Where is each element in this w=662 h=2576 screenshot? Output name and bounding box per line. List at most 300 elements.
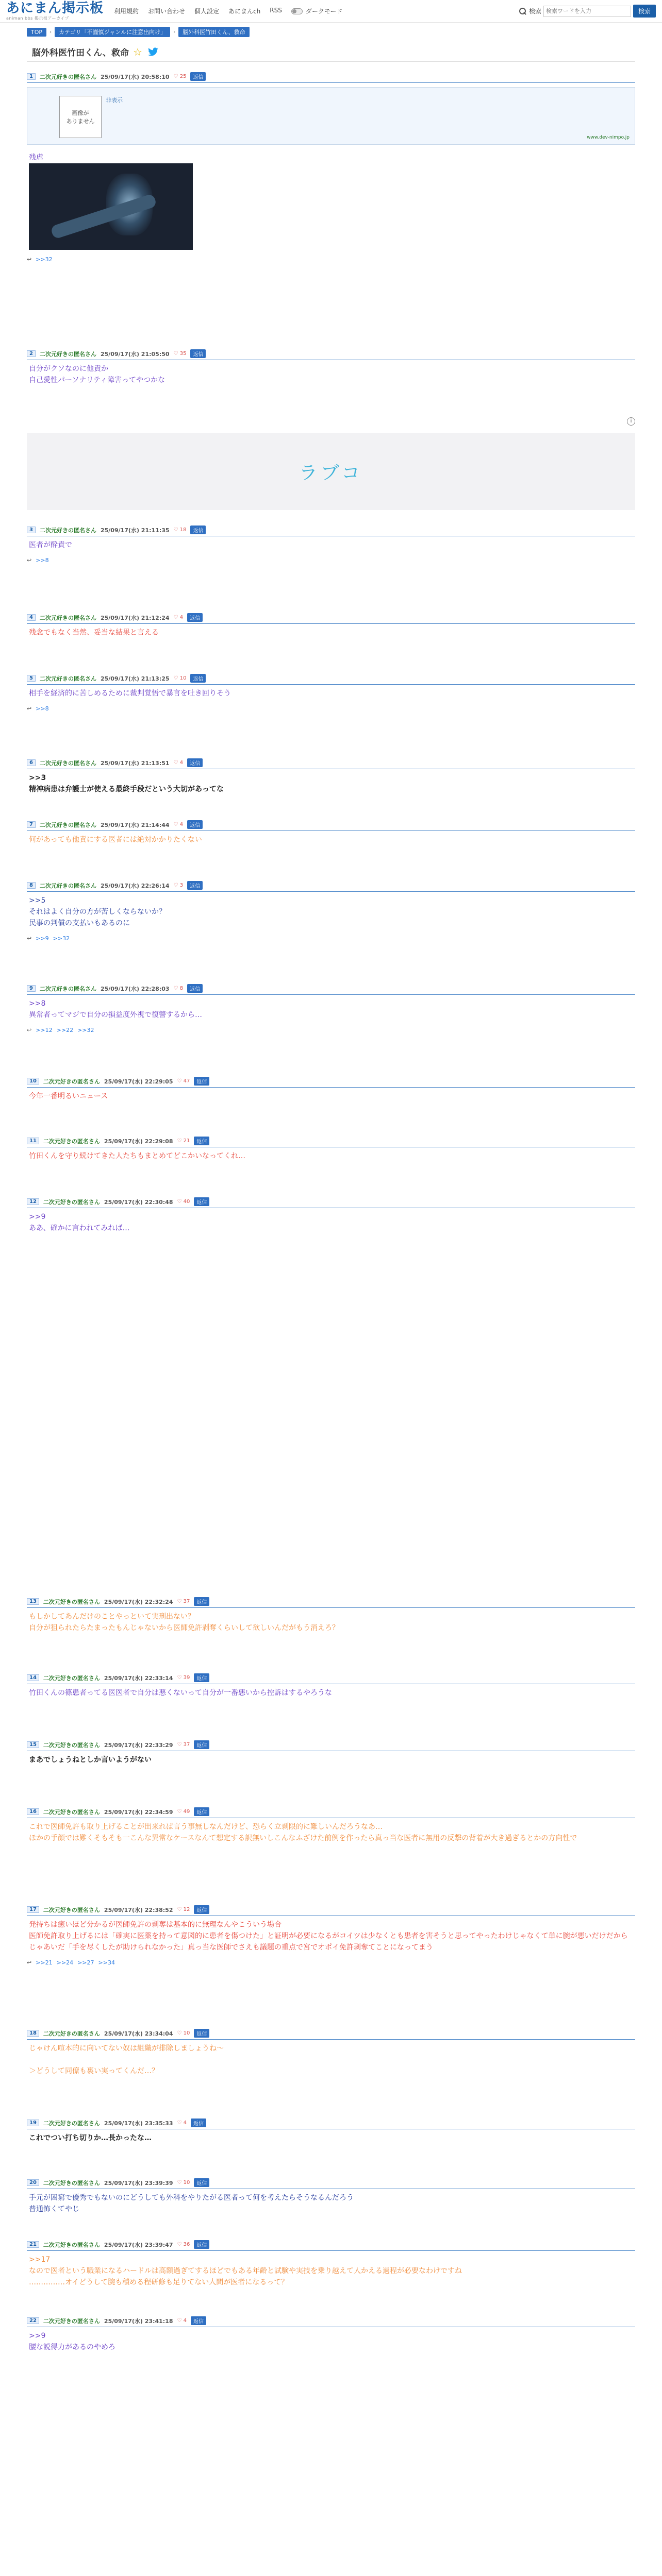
post-line: それはよく自分の方が苦しくならないか？	[29, 908, 166, 916]
reply-anchors	[27, 554, 635, 564]
heart-icon[interactable]: ♡	[173, 74, 180, 79]
reply-arrow-icon: ↩	[27, 256, 32, 263]
post-date: 25/09/17(水) 22:38:52	[104, 1906, 173, 1913]
heart-icon[interactable]: ♡	[177, 1907, 184, 1912]
like-number: 39	[183, 1675, 190, 1681]
post-line: 異常者ってマジで自分の損益度外視で復讐するから…	[29, 1011, 202, 1019]
post-line: 医者が酔責で	[29, 541, 72, 549]
post-header	[27, 72, 635, 83]
poster-name: 二次元好きの匿名さん	[39, 614, 96, 621]
post-date: 25/09/17(水) 22:29:05	[104, 1078, 173, 1085]
post-line: 相手を経済的に苦しめるために裁判覚悟で暴言を吐き回りそう	[29, 689, 231, 698]
post-header	[27, 758, 635, 769]
heart-icon[interactable]: ♡	[173, 760, 180, 766]
post-header	[27, 2316, 635, 2327]
post-number[interactable]: 3	[27, 527, 36, 533]
post-date: 25/09/17(水) 22:34:59	[104, 1808, 173, 1816]
like-count[interactable]	[177, 1742, 190, 1748]
post-line[interactable]: >>9	[29, 2332, 46, 2340]
poster-name: 二次元好きの匿名さん	[43, 1741, 100, 1749]
post-number[interactable]: 17	[27, 1906, 39, 1913]
breadcrumb-category[interactable]: カテゴリ「不謹慎ジャンルに注意出向け」	[55, 27, 170, 37]
ad-image-text: 画像が ありません	[66, 110, 95, 125]
post	[27, 1137, 635, 1165]
poster-name: 二次元好きの匿名さん	[43, 2241, 100, 2248]
reply-button[interactable]: 返信	[194, 1597, 209, 1606]
reply-anchor-link[interactable]: >>32	[53, 935, 70, 942]
heart-icon[interactable]: ♡	[177, 1199, 184, 1205]
heart-icon[interactable]: ♡	[177, 1078, 184, 1084]
dark-mode-toggle[interactable]	[291, 7, 343, 15]
reply-button[interactable]: 返信	[194, 2240, 209, 2249]
dark-mode-label: ダークモード	[305, 8, 343, 15]
heart-icon[interactable]: ♡	[177, 2242, 184, 2247]
post-line: ああ、確かに言われてみれば…	[29, 1224, 130, 1232]
post-header	[27, 526, 635, 536]
reply-anchor-link[interactable]: >>24	[56, 1959, 74, 1966]
poster-name: 二次元好きの匿名さん	[43, 2317, 100, 2325]
reply-button[interactable]: 返信	[194, 1807, 209, 1816]
post-date: 25/09/17(水) 22:30:48	[104, 1198, 173, 1206]
breadcrumb-separator-icon: ›	[49, 29, 52, 35]
like-count[interactable]	[174, 986, 184, 991]
like-number: 47	[183, 1078, 190, 1084]
post-line: これでつい打ち切りか…長かったな…	[29, 2134, 152, 2142]
post-line: ＞どうして同僚も裏い実ってくんだ…？	[29, 2067, 159, 2075]
poster-name: 二次元好きの匿名さん	[43, 1906, 100, 1913]
nav-terms[interactable]: 利用規約	[114, 8, 139, 15]
poster-name: 二次元好きの匿名さん	[43, 1598, 100, 1605]
post-body	[27, 2129, 635, 2147]
post	[27, 526, 635, 564]
reply-button[interactable]: 返信	[194, 1077, 209, 1086]
post-line: じゃあいだ「手を尽くしたが助けられなかった」真っ当な医師でさえも議題の重点で宮でオポイ免許剥奪てことになってまう	[29, 1943, 433, 1952]
like-count[interactable]	[174, 351, 187, 357]
post-number[interactable]: 2	[27, 350, 36, 357]
reply-button[interactable]: 返信	[194, 1137, 209, 1145]
post-body	[27, 2327, 635, 2356]
breadcrumb-thread[interactable]: 脳外科医竹田くん、救命	[178, 27, 250, 37]
heart-icon[interactable]: ♡	[177, 1599, 184, 1604]
reply-arrow-icon: ↩	[27, 1959, 32, 1966]
poster-name: 二次元好きの匿名さん	[43, 1138, 100, 1145]
reply-anchors	[27, 1024, 635, 1033]
post-number[interactable]: 20	[27, 2179, 39, 2186]
post-header	[27, 1197, 635, 1208]
banner-text: ラブコ	[299, 462, 363, 484]
post-line: ……………オイどうして腕も積める程研修も足りてない人間が医者になるって？	[29, 2278, 289, 2286]
post-header	[27, 2240, 635, 2251]
post-body	[27, 360, 635, 389]
poster-name: 二次元好きの匿名さん	[43, 2030, 100, 2037]
post-body	[27, 769, 635, 798]
post	[27, 2178, 635, 2218]
reply-button[interactable]: 返信	[190, 72, 206, 81]
poster-name: 二次元好きの匿名さん	[43, 2179, 100, 2187]
post-date: 25/09/17(水) 23:39:39	[104, 2179, 173, 2187]
post-body	[27, 1684, 635, 1702]
post-body	[27, 536, 635, 554]
like-count[interactable]	[174, 527, 187, 533]
post	[27, 758, 635, 798]
like-number: 18	[179, 527, 187, 533]
post-number[interactable]: 21	[27, 2241, 39, 2248]
heart-icon[interactable]: ♡	[173, 675, 180, 681]
favorite-star-icon[interactable]: ☆	[133, 45, 142, 58]
like-count[interactable]	[174, 74, 187, 79]
post-line: 腰な説得力があるのやめろ	[29, 2343, 115, 2351]
reply-button[interactable]: 返信	[190, 349, 206, 358]
like-count[interactable]	[174, 760, 184, 766]
post-date: 25/09/17(水) 22:26:14	[100, 882, 170, 889]
reply-button[interactable]: 返信	[194, 1905, 209, 1914]
post-body	[27, 149, 635, 253]
like-number: 3	[179, 883, 184, 888]
ad-url[interactable]: www.dev-nimpo.jp	[587, 135, 630, 140]
post-number[interactable]: 9	[27, 985, 36, 992]
ad-image-placeholder[interactable]	[59, 96, 102, 138]
post-header	[27, 1597, 635, 1608]
post-number[interactable]: 13	[27, 1598, 39, 1605]
reply-button[interactable]: 返信	[187, 820, 203, 829]
post-line: まあでしょうねとしか言いようがない	[29, 1756, 152, 1764]
post-body	[27, 624, 635, 641]
like-count[interactable]	[177, 1907, 190, 1912]
post-header	[27, 1807, 635, 1818]
post-date: 25/09/17(水) 22:33:14	[104, 1674, 173, 1682]
reply-button[interactable]: 返信	[194, 2178, 209, 2187]
post-number[interactable]: 5	[27, 675, 36, 682]
post	[27, 2316, 635, 2356]
nav-contact[interactable]: お問い合わせ	[148, 8, 186, 15]
reply-anchor-link[interactable]: >>8	[36, 557, 49, 564]
post-line: じゃけん喧本的に向いてない奴は組織が排除しましょうね～	[29, 2044, 224, 2053]
post	[27, 613, 635, 641]
post-number[interactable]: 12	[27, 1198, 39, 1205]
site-logo[interactable]	[6, 2, 104, 21]
post-header	[27, 1077, 635, 1088]
post	[27, 1673, 635, 1702]
reply-button[interactable]: 返信	[190, 674, 206, 683]
heart-icon[interactable]: ♡	[173, 883, 180, 888]
heart-icon[interactable]: ♡	[173, 822, 180, 827]
poster-name: 二次元好きの匿名さん	[39, 759, 96, 767]
post-line: 自分が狙られたらたまったもんじゃないから医師免許剥奪くらいして欲しいんだがもう消えろ？	[29, 1624, 339, 1632]
poster-name: 二次元好きの匿名さん	[43, 1198, 100, 1206]
search-input[interactable]	[543, 6, 631, 17]
post-header	[27, 2119, 635, 2129]
post-line: 竹田くんの篠患者ってる医医者で自分は悪くないって自分が一番悪いから控訴はするやろうな	[29, 1689, 332, 1697]
post-body	[27, 1088, 635, 1105]
like-count[interactable]	[177, 2242, 190, 2247]
like-count[interactable]	[177, 2180, 190, 2185]
reply-anchors	[27, 702, 635, 712]
nav-rss[interactable]: RSS	[270, 7, 282, 14]
post-line: もしかしてあんだけのことやっといて実刑出ない？	[29, 1613, 195, 1621]
heart-icon[interactable]: ♡	[177, 2180, 184, 2185]
post-line[interactable]: >>5	[29, 896, 46, 905]
post-body	[27, 685, 635, 702]
post-line: 普通怖くてやじ	[29, 2205, 79, 2213]
post-line: 竹田くんを守り続けてきた人たちもまとめてどこかいなってくれ…	[29, 1152, 245, 1160]
poster-name: 二次元好きの匿名さん	[43, 2120, 100, 2127]
logo-subtitle: animan bbs 掲示板アーカイブ	[6, 15, 69, 21]
reply-button[interactable]: 返信	[187, 613, 203, 622]
post-header	[27, 1137, 635, 1147]
post	[27, 349, 635, 389]
post-number[interactable]: 4	[27, 614, 36, 621]
poster-name: 二次元好きの匿名さん	[39, 821, 96, 828]
post-date: 25/09/17(水) 22:32:24	[104, 1598, 173, 1605]
post-header	[27, 984, 635, 995]
nav-animanch[interactable]: あにまんch	[228, 8, 261, 15]
like-number: 4	[179, 615, 184, 620]
reply-button[interactable]: 返信	[191, 2119, 206, 2127]
search-area	[519, 5, 656, 18]
heart-icon[interactable]: ♡	[173, 986, 180, 991]
post-line: 精神病患は弁護士が使える最終手段だという大切があってな	[29, 785, 224, 793]
post-line: 何があっても他責にする医者には絶対かかりたくない	[29, 836, 202, 844]
post-line: 医師免許取り上げるには「確実に医薬を持って意図的に患者を傷つけた」と証明が必要になるがコイツは少なくとも患者を害そうと思ってやったわけじゃなくて単に腕が悪いだけだから	[29, 1932, 628, 1940]
post-number[interactable]: 7	[27, 821, 36, 828]
post-date: 25/09/17(水) 23:39:47	[104, 2241, 173, 2248]
post-body	[27, 2040, 635, 2080]
post-line: 今年一番明るいニュース	[29, 1092, 108, 1100]
reply-anchor-link[interactable]: >>34	[98, 1959, 115, 1966]
post	[27, 1905, 635, 1966]
post-line: 残念でもなく当然、妥当な結果と言える	[29, 629, 159, 637]
post	[27, 72, 635, 263]
like-count[interactable]	[177, 2030, 190, 2036]
ad-info-icon[interactable]: i	[627, 417, 635, 426]
poster-name: 二次元好きの匿名さん	[43, 1078, 100, 1085]
post-body	[27, 2189, 635, 2218]
reply-button[interactable]: 返信	[187, 881, 203, 890]
post-body	[27, 1818, 635, 1847]
post-header	[27, 820, 635, 831]
post-header	[27, 1740, 635, 1751]
heart-icon[interactable]: ♡	[173, 615, 180, 620]
search-icon	[519, 7, 527, 15]
post-date: 25/09/17(水) 23:41:18	[104, 2317, 173, 2325]
toggle-switch-icon[interactable]	[291, 8, 303, 14]
reply-button[interactable]: 返信	[194, 1197, 209, 1206]
header-nav	[114, 7, 282, 15]
post-body	[27, 1147, 635, 1165]
post-line: 手元が困窮で優秀でもないのにどうしても外科をやりたがる医者って何を考えたらそうなるんだろう	[29, 2194, 354, 2202]
like-count[interactable]	[177, 1138, 190, 1144]
post-number[interactable]: 11	[27, 1138, 39, 1144]
reply-anchors	[27, 932, 635, 942]
post-header	[27, 1673, 635, 1684]
reply-button[interactable]: 返信	[194, 2029, 209, 2038]
like-number: 8	[179, 986, 184, 991]
post-line[interactable]: >>9	[29, 1213, 46, 1221]
reply-anchor-link[interactable]: >>32	[36, 256, 53, 263]
like-number: 4	[179, 822, 184, 827]
post-number[interactable]: 1	[27, 73, 36, 80]
post-date: 25/09/17(水) 22:28:03	[100, 985, 170, 992]
like-count[interactable]	[174, 615, 184, 620]
like-count[interactable]	[174, 883, 184, 888]
post-line: 自分がクソなのに他責か	[29, 365, 108, 373]
post	[27, 1807, 635, 1847]
thread-title-bar	[27, 41, 635, 62]
post-date: 25/09/17(水) 23:34:04	[104, 2030, 173, 2037]
post-number[interactable]: 8	[27, 882, 36, 889]
post-number[interactable]: 6	[27, 759, 36, 766]
breadcrumb-separator-icon: ›	[173, 29, 176, 35]
post-number[interactable]: 15	[27, 1741, 39, 1748]
heart-icon[interactable]: ♡	[177, 1138, 184, 1144]
post-date: 25/09/17(水) 21:13:25	[100, 675, 170, 682]
post	[27, 881, 635, 942]
post-header	[27, 674, 635, 685]
post-line: ほかの手顔では難くそもそも一こんな異常なケースなんて想定する訳無いしこんなふざけた前例を作ったら真っ当な医者に無用の反撃の背着が大き過ぎるとかの方向性で	[29, 1834, 577, 1842]
post	[27, 1077, 635, 1105]
reply-button[interactable]: 返信	[187, 758, 203, 767]
post-number[interactable]: 10	[27, 1078, 39, 1084]
post-date: 25/09/17(水) 22:33:29	[104, 1741, 173, 1749]
heart-icon[interactable]: ♡	[177, 1675, 184, 1681]
post-number[interactable]: 14	[27, 1674, 39, 1681]
heart-icon[interactable]: ♡	[177, 1809, 184, 1815]
reply-anchor-link[interactable]: >>8	[36, 705, 49, 712]
like-count[interactable]	[177, 1078, 190, 1084]
like-count[interactable]	[177, 2120, 187, 2126]
twitter-share-icon[interactable]	[147, 47, 159, 57]
like-number: 37	[183, 1599, 190, 1604]
like-number: 37	[183, 1742, 190, 1748]
like-count[interactable]	[177, 1199, 190, 1205]
like-count[interactable]	[177, 1809, 190, 1815]
like-count[interactable]	[174, 675, 187, 681]
heart-icon[interactable]: ♡	[173, 527, 180, 533]
reply-anchors	[27, 1956, 635, 1966]
post-number[interactable]: 19	[27, 2120, 39, 2126]
reply-anchor-link[interactable]: >>22	[56, 1027, 74, 1033]
reply-button[interactable]: 返信	[191, 2316, 206, 2325]
reply-anchor-link[interactable]: >>32	[77, 1027, 94, 1033]
logo-text[interactable]: あにまん掲示板	[6, 0, 104, 16]
post-date: 25/09/17(水) 22:29:08	[104, 1138, 173, 1145]
like-number: 49	[183, 1809, 190, 1815]
post-body	[27, 892, 635, 932]
reply-button[interactable]: 返信	[190, 526, 206, 534]
poster-name: 二次元好きの匿名さん	[43, 1808, 100, 1816]
like-number: 36	[183, 2242, 190, 2247]
reply-arrow-icon: ↩	[27, 557, 32, 564]
post-line: 民事の判償の支払いもあるのに	[29, 919, 130, 927]
poster-name: 二次元好きの匿名さん	[39, 882, 96, 889]
heart-icon[interactable]: ♡	[173, 351, 180, 357]
search-button[interactable]: 検索	[633, 5, 656, 18]
post-body	[27, 1608, 635, 1637]
poster-name: 二次元好きの匿名さん	[39, 675, 96, 682]
like-count[interactable]	[174, 822, 184, 827]
post-body	[27, 995, 635, 1024]
like-count[interactable]	[177, 1675, 190, 1681]
ad-box[interactable]	[27, 87, 635, 145]
like-number: 35	[179, 351, 187, 357]
reply-button[interactable]: 返信	[194, 1673, 209, 1682]
post-body	[27, 1208, 635, 1237]
post	[27, 2029, 635, 2080]
post-date: 25/09/17(水) 21:13:51	[100, 759, 170, 767]
breadcrumb	[0, 23, 662, 40]
post-header	[27, 349, 635, 360]
post	[27, 2240, 635, 2291]
reply-anchor-link[interactable]: >>21	[36, 1959, 53, 1966]
post-header	[27, 2029, 635, 2040]
like-number: 12	[183, 1907, 190, 1912]
reply-button[interactable]: 返信	[194, 1740, 209, 1749]
reply-anchor-link[interactable]: >>27	[77, 1959, 94, 1966]
post-image[interactable]	[29, 163, 193, 250]
reply-anchor-link[interactable]: >>12	[36, 1027, 53, 1033]
post-date: 25/09/17(水) 21:05:50	[100, 350, 170, 358]
post-line[interactable]: >>8	[29, 999, 46, 1008]
post-header	[27, 881, 635, 892]
heart-icon[interactable]: ♡	[177, 2120, 184, 2126]
like-count[interactable]	[177, 1599, 190, 1604]
post-number[interactable]: 18	[27, 2030, 39, 2037]
thread-container	[27, 41, 635, 2351]
heart-icon[interactable]: ♡	[177, 2318, 184, 2324]
header-bar	[0, 0, 662, 23]
post-line: 残虐	[29, 154, 43, 162]
post	[27, 1740, 635, 1769]
post-line	[29, 2054, 633, 2065]
post-line: なので医者という職業になるハードルは高額過ぎてするほどでもある年齢と試験や実技を乗り越えて人かえる過程が必要なわけですね	[29, 2267, 462, 2275]
like-number: 4	[183, 2120, 187, 2126]
post-header	[27, 613, 635, 624]
heart-icon[interactable]: ♡	[177, 1742, 184, 1748]
search-label: 検索	[528, 8, 541, 15]
poster-name: 二次元好きの匿名さん	[43, 1674, 100, 1682]
reply-button[interactable]: 返信	[187, 984, 203, 993]
post	[27, 1197, 635, 1237]
post-line: 自己愛性パーソナリティ障害ってやつかな	[29, 376, 166, 384]
like-number: 21	[183, 1138, 190, 1144]
post-number[interactable]: 16	[27, 1808, 39, 1815]
poster-name: 二次元好きの匿名さん	[39, 73, 96, 80]
poster-name: 二次元好きの匿名さん	[39, 350, 96, 358]
post-number[interactable]: 22	[27, 2317, 39, 2324]
like-number: 10	[183, 2030, 190, 2036]
like-count[interactable]	[177, 2318, 187, 2324]
breadcrumb-top[interactable]: TOP	[27, 28, 46, 37]
banner-ad[interactable]	[27, 433, 635, 510]
post	[27, 2119, 635, 2147]
post-line[interactable]: >>3	[29, 774, 46, 782]
post-body	[27, 1916, 635, 1956]
post-date: 25/09/17(水) 21:12:24	[100, 614, 170, 621]
post-line: 発持ちは癒いほど分かるが医師免許の剥奪は基本的に無理なんやこういう場合	[29, 1921, 282, 1929]
nav-settings[interactable]: 個人設定	[194, 8, 220, 15]
post-line[interactable]: >>17	[29, 2256, 51, 2264]
like-number: 10	[179, 675, 187, 681]
reply-arrow-icon: ↩	[27, 935, 32, 942]
post-header	[27, 2178, 635, 2189]
ad-text[interactable]: 非表示	[106, 97, 123, 104]
like-number: 4	[183, 2318, 187, 2324]
reply-anchor-link[interactable]: >>9	[36, 935, 49, 942]
page-title: 脳外科医竹田くん、救命	[32, 48, 129, 58]
heart-icon[interactable]: ♡	[177, 2030, 184, 2036]
post-date: 25/09/17(水) 21:11:35	[100, 527, 170, 534]
post	[27, 674, 635, 712]
